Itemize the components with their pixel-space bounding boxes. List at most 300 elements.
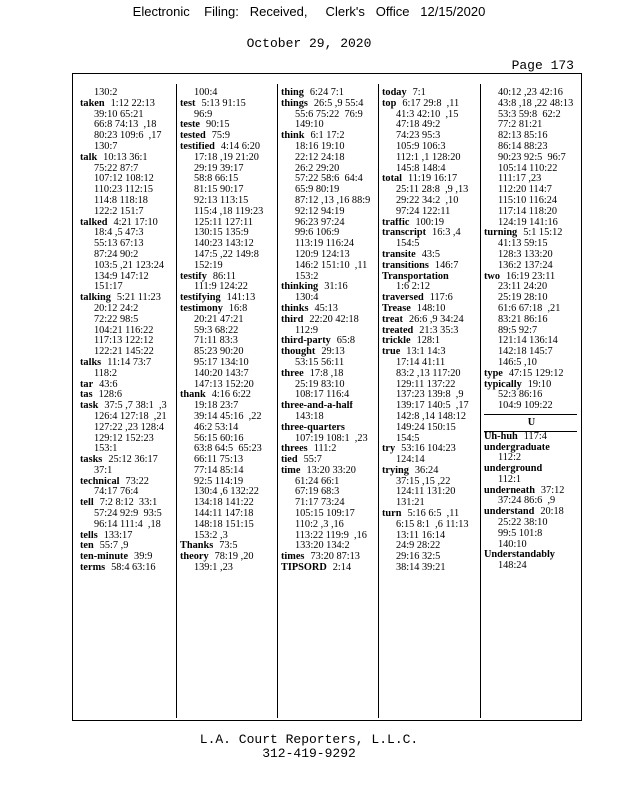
page-line-refs: 110:2 ,3 ,16 [295, 519, 344, 530]
page-line-refs: 87:12 ,13 ,16 88:9 [295, 195, 371, 206]
page-line-refs: 117:6 [429, 293, 453, 304]
index-term: tested [180, 131, 206, 142]
page-line-refs: 41:3 42:10 ,15 [396, 109, 459, 120]
page-line-refs: 37:12 [540, 485, 565, 496]
page-line-refs: 104:9 109:22 [498, 401, 553, 412]
page-line-refs: 142:18 145:7 [498, 347, 553, 358]
index-continuation [180, 487, 274, 498]
index-entry [180, 99, 274, 110]
index-column-1 [80, 88, 174, 718]
index-continuation [382, 520, 478, 531]
index-continuation [281, 185, 376, 196]
index-term: underneath [484, 485, 535, 496]
index-column-2 [180, 88, 274, 718]
page-line-refs: 29:19 39:17 [194, 163, 244, 174]
page-line-refs: 104:21 116:22 [94, 325, 154, 336]
index-entry [80, 563, 174, 574]
page-line-refs: 149:24 150:15 [396, 422, 456, 433]
index-term: talking [80, 293, 111, 304]
page-line-refs: 82:13 85:16 [498, 131, 548, 142]
page-line-refs: 128:3 133:20 [498, 249, 553, 260]
page-line-refs: 6:1 17:2 [310, 131, 345, 142]
index-term: test [180, 98, 196, 109]
page-line-refs: 4:14 6:20 [220, 141, 261, 152]
index-term: trying [382, 465, 409, 476]
index-continuation [382, 142, 478, 153]
page-line-refs: 115:10 116:24 [498, 195, 558, 206]
index-continuation [180, 174, 274, 185]
index-continuation [382, 282, 478, 293]
page-line-refs: 142:8 ,14 148:12 [396, 411, 467, 422]
index-entry [180, 120, 274, 131]
index-continuation [484, 250, 579, 261]
index-continuation [180, 261, 274, 272]
index-term: two [484, 271, 501, 282]
index-term: TIPSORD [281, 563, 327, 574]
page-line-refs: 128:6 [98, 390, 123, 401]
page-line-refs: 52:3 86:16 [498, 390, 543, 401]
index-continuation [80, 250, 174, 261]
index-term: traversed [382, 293, 424, 304]
index-entry [281, 99, 376, 110]
index-continuation [484, 218, 579, 229]
index-continuation [80, 326, 174, 337]
index-continuation [180, 477, 274, 488]
index-continuation [484, 99, 579, 110]
index-entry [80, 218, 174, 229]
index-entry [80, 477, 174, 488]
index-continuation [281, 541, 376, 552]
index-entry [382, 509, 478, 520]
index-term: true [382, 347, 401, 358]
index-term: testimony [180, 303, 223, 314]
page-line-refs: 6:17 29:8 ,11 [402, 98, 460, 109]
index-term: think [281, 131, 305, 142]
page-line-refs: 118:2 [94, 368, 118, 379]
index-term: treat [382, 314, 403, 325]
page-line-refs: 95:17 134:10 [194, 357, 249, 368]
page-line-refs: 38:14 39:21 [396, 563, 446, 574]
index-continuation [281, 174, 376, 185]
index-continuation [281, 110, 376, 121]
page-line-refs: 89:5 92:7 [498, 325, 538, 336]
index-continuation [80, 487, 174, 498]
page-line-refs: 77:2 81:21 [498, 120, 543, 131]
page-line-refs: 25:22 38:10 [498, 518, 548, 529]
index-entry [281, 304, 376, 315]
page-line-refs: 140:23 143:12 [194, 239, 254, 250]
index-continuation [281, 487, 376, 498]
page-line-refs: 140:10 [498, 539, 527, 550]
index-continuation [180, 185, 274, 196]
page-line-refs: 72:22 98:5 [94, 314, 139, 325]
index-continuation [80, 207, 174, 218]
index-continuation [382, 131, 478, 142]
index-continuation [80, 369, 174, 380]
page-line-refs: 110:23 112:15 [94, 185, 154, 196]
page-line-refs: 113:19 116:24 [295, 239, 355, 250]
index-continuation [484, 164, 579, 175]
index-continuation [281, 207, 376, 218]
index-continuation [382, 401, 478, 412]
index-term: task [80, 401, 99, 412]
page-line-refs: 29:16 32:5 [396, 552, 441, 563]
index-entry [180, 272, 274, 283]
page-line-refs: 46:2 53:14 [194, 422, 239, 433]
index-entry [484, 550, 579, 561]
page-line-refs: 74:23 95:3 [396, 131, 441, 142]
index-term: typically [484, 379, 522, 390]
page-line-refs: 83:2 ,13 117:20 [396, 368, 461, 379]
index-entry [382, 99, 478, 110]
index-continuation [484, 561, 579, 572]
index-continuation [180, 455, 274, 466]
index-term: talk [80, 152, 98, 163]
index-continuation [484, 239, 579, 250]
page-line-refs: 6:15 8:1 ,6 11:13 [396, 519, 469, 530]
index-continuation [281, 531, 376, 542]
index-entry [382, 272, 478, 283]
index-continuation [281, 326, 376, 337]
index-continuation [281, 412, 376, 423]
index-continuation [281, 250, 376, 261]
page-line-refs: 67:19 68:3 [295, 487, 340, 498]
page-line-refs: 112:9 [295, 325, 319, 336]
index-entry [382, 228, 478, 239]
index-term: tasks [80, 455, 103, 466]
filing-stamp-line: Electronic Filing: Received, Clerk's Office 12/15/2020 [132, 4, 486, 19]
index-entry [484, 464, 579, 475]
index-continuation [382, 153, 478, 164]
index-continuation [180, 164, 274, 175]
page-line-refs: 39:10 65:21 [94, 109, 144, 120]
index-continuation [484, 453, 579, 464]
page-line-refs: 153:2 [295, 271, 319, 282]
index-continuation [382, 110, 478, 121]
index-continuation [180, 347, 274, 358]
index-continuation [80, 196, 174, 207]
page-line-refs: 128:1 [416, 336, 441, 347]
page-line-refs: 151:17 [94, 282, 123, 293]
page-line-refs: 55:7 [303, 455, 322, 466]
index-continuation [180, 369, 274, 380]
index-term: tied [281, 455, 298, 466]
index-entry [80, 99, 174, 110]
index-continuation [281, 477, 376, 488]
index-entry [382, 261, 478, 272]
index-continuation [80, 509, 174, 520]
index-term: third-party [281, 336, 331, 347]
index-continuation [382, 531, 478, 542]
index-continuation [80, 423, 174, 434]
index-continuation [484, 496, 579, 507]
index-term: talked [80, 217, 108, 228]
page-line-refs: 26:6 ,9 34:24 [408, 314, 464, 325]
index-continuation [180, 520, 274, 531]
page-line-refs: 108:17 116:4 [295, 390, 350, 401]
index-entry [484, 369, 579, 380]
page-line-refs: 105:15 109:17 [295, 509, 355, 520]
page-line-refs: 92:13 113:15 [194, 195, 249, 206]
page-line-refs: 43:8 ,18 ,22 48:13 [498, 98, 574, 109]
index-entry [80, 552, 174, 563]
page-line-refs: 6:24 7:1 [309, 88, 344, 98]
index-continuation [281, 239, 376, 250]
index-entry [80, 531, 174, 542]
page-line-refs: 5:13 91:15 [201, 98, 246, 109]
page-line-refs: 117:14 118:20 [498, 206, 558, 217]
index-continuation [80, 282, 174, 293]
index-term: tas [80, 390, 93, 401]
page-line-refs: 55:13 67:13 [94, 239, 144, 250]
page-line-refs: 22:12 24:18 [295, 152, 345, 163]
index-continuation [80, 185, 174, 196]
index-continuation [484, 358, 579, 369]
page-line-refs: 61:6 67:18 ,21 [498, 303, 561, 314]
index-term: testified [180, 141, 215, 152]
index-column-3 [281, 88, 376, 718]
index-entry [382, 218, 478, 229]
page-line-refs: 13:20 33:20 [306, 465, 356, 476]
index-continuation [484, 110, 579, 121]
index-continuation [80, 131, 174, 142]
page-line-refs: 41:13 59:15 [498, 239, 548, 250]
index-continuation [180, 239, 274, 250]
page-line-refs: 17:8 ,18 [309, 368, 344, 379]
index-continuation [382, 552, 478, 563]
page-line-refs: 126:4 127:18 ,21 [94, 411, 167, 422]
index-term: tell [80, 498, 94, 509]
index-term: top [382, 98, 397, 109]
index-term: Uh-huh [484, 431, 518, 442]
index-continuation [281, 120, 376, 131]
index-continuation [484, 401, 579, 412]
index-term: tar [80, 379, 94, 390]
page-line-refs: 66:11 75:13 [194, 455, 244, 466]
index-continuation [484, 347, 579, 358]
index-continuation [484, 304, 579, 315]
page-line-refs: 20:18 [540, 507, 564, 518]
index-continuation [382, 477, 478, 488]
page-line-refs: 149:10 [295, 120, 324, 131]
index-term: ten [80, 541, 94, 552]
index-entry [281, 347, 376, 358]
page-line-refs: 53:15 56:11 [295, 357, 345, 368]
page-line-refs: 40:12 ,23 42:16 [498, 88, 563, 98]
page-line-refs: 120:9 124:13 [295, 249, 350, 260]
index-continuation [281, 434, 376, 445]
index-continuation [484, 529, 579, 540]
index-term: trickle [382, 336, 411, 347]
index-continuation [484, 88, 579, 99]
column-divider [378, 84, 379, 718]
index-continuation [80, 261, 174, 272]
index-term: underground [484, 464, 543, 475]
index-continuation [484, 142, 579, 153]
page-line-refs: 36:24 [414, 465, 439, 476]
index-term: transitions [382, 260, 429, 271]
page-line-refs: 31:16 [324, 282, 348, 293]
page-line-refs: 17:14 41:11 [396, 357, 446, 368]
page-line-refs: 53:3 59:8 62:2 [498, 109, 561, 120]
section-rule [484, 414, 577, 415]
index-term: times [281, 552, 305, 563]
page-line-refs: 21:3 35:3 [419, 325, 459, 336]
page-line-refs: 25:19 83:10 [295, 379, 345, 390]
index-entry [484, 272, 579, 283]
index-entry [281, 466, 376, 477]
index-continuation [80, 336, 174, 347]
index-continuation [281, 498, 376, 509]
page-line-refs: 137:23 139:8 ,9 [396, 390, 464, 401]
page-line-refs: 11:14 73:7 [107, 357, 152, 368]
page-line-refs: 87:24 90:2 [94, 249, 139, 260]
index-continuation [382, 380, 478, 391]
page-line-refs: 29:22 34:2 ,10 [396, 195, 459, 206]
index-continuation [180, 498, 274, 509]
page-line-refs: 154:5 [396, 433, 420, 444]
page-line-refs: 61:24 66:1 [295, 476, 340, 487]
page-line-refs: 141:13 [226, 293, 256, 304]
page-line-refs: 105:14 110:22 [498, 163, 558, 174]
index-continuation [180, 466, 274, 477]
index-term: thinking [281, 282, 319, 293]
index-continuation [80, 520, 174, 531]
page-line-refs: 5:16 6:5 ,11 [407, 509, 460, 520]
index-term: talks [80, 357, 102, 368]
index-entry [80, 498, 174, 509]
page-line-refs: 77:14 85:14 [194, 465, 244, 476]
index-term: type [484, 368, 503, 379]
index-continuation [281, 358, 376, 369]
page-line-refs: 99:6 106:9 [295, 228, 340, 239]
index-entry [382, 326, 478, 337]
index-entry [382, 304, 478, 315]
page-line-refs: 23:11 24:20 [498, 282, 548, 293]
page-line-refs: 83:21 86:16 [498, 314, 548, 325]
page-line-refs: 124:14 [396, 455, 425, 466]
index-entry [80, 455, 174, 466]
page-line-refs: 74:17 76:4 [94, 487, 139, 498]
page-line-refs: 100:19 [415, 217, 445, 228]
index-entry [382, 293, 478, 304]
page-line-refs: 124:11 131:20 [396, 487, 456, 498]
page-line-refs: 63:8 64:5 65:23 [194, 444, 262, 455]
index-continuation [281, 380, 376, 391]
index-continuation [180, 358, 274, 369]
index-entry [80, 358, 174, 369]
index-continuation [382, 164, 478, 175]
page-line-refs: 2:14 [332, 563, 352, 574]
index-continuation [180, 380, 274, 391]
page-line-refs: 25:12 36:17 [108, 455, 158, 466]
page-line-refs: 136:2 137:24 [498, 260, 553, 271]
page-line-refs: 58:4 63:16 [111, 563, 156, 574]
index-continuation [281, 196, 376, 207]
page-line-refs: 16:19 23:11 [506, 271, 556, 282]
page-line-refs: 117:13 122:12 [94, 336, 154, 347]
page-line-refs: 130:7 [94, 141, 118, 152]
page-line-refs: 112:2 [498, 453, 522, 464]
page-line-refs: 125:11 127:11 [194, 217, 254, 228]
page-line-refs: 20:21 47:21 [194, 314, 244, 325]
index-continuation [484, 153, 579, 164]
index-entry [382, 250, 478, 261]
index-continuation [281, 293, 376, 304]
page-line-refs: 144:11 147:18 [194, 509, 254, 520]
index-entry [382, 347, 478, 358]
index-continuation [382, 369, 478, 380]
page-line-refs: 97:24 122:11 [396, 206, 451, 217]
page-line-refs: 39:14 45:16 ,22 [194, 411, 262, 422]
index-continuation [382, 423, 478, 434]
page-line-refs: 25:19 28:10 [498, 293, 548, 304]
page-line-refs: 85:23 90:20 [194, 347, 244, 358]
index-continuation [484, 518, 579, 529]
index-entry [382, 315, 478, 326]
index-entry [80, 293, 174, 304]
page-line-refs: 16:8 [228, 303, 248, 314]
index-term: Understandably [484, 550, 555, 561]
index-term: try [382, 444, 396, 455]
index-entry [484, 486, 579, 497]
index-continuation [180, 110, 274, 121]
index-entry [80, 541, 174, 552]
page-line-refs: 19:18 23:7 [194, 401, 239, 412]
page-line-refs: 86:14 88:23 [498, 141, 548, 152]
page-line-refs: 43:5 [421, 249, 441, 260]
page-line-refs: 78:19 ,20 [214, 552, 254, 563]
page-line-refs: 39:9 [134, 552, 153, 563]
index-continuation [180, 563, 274, 574]
index-continuation [80, 466, 174, 477]
index-term: taken [80, 98, 105, 109]
index-continuation [382, 120, 478, 131]
page-line-refs: 65:8 [336, 336, 356, 347]
page-line-refs: 37:5 ,7 38:1 ,3 [104, 401, 167, 412]
page-line-refs: 139:17 140:5 ,17 [396, 401, 469, 412]
index-continuation [484, 390, 579, 401]
index-term: turn [382, 509, 402, 520]
page-line-refs: 45:13 [314, 303, 338, 314]
index-entry [180, 304, 274, 315]
page-line-refs: 139:1 ,23 [194, 563, 233, 574]
page-line-refs: 122:21 145:22 [94, 347, 154, 358]
page-line-refs: 131:21 [396, 498, 425, 509]
page-line-refs: 152:19 [194, 260, 223, 271]
page-line-refs: 43:6 [99, 379, 118, 390]
index-column-4 [382, 88, 478, 718]
page-line-refs: 56:15 60:16 [194, 433, 244, 444]
page-line-refs: 147:5 ,22 149:8 [194, 249, 259, 260]
index-continuation [180, 326, 274, 337]
index-term: third [281, 314, 304, 325]
reporter-company: L.A. Court Reporters, L.L.C. [199, 732, 419, 747]
index-term: things [281, 98, 308, 109]
page-line-refs: 130:2 [94, 88, 118, 98]
page-line-refs: 81:15 90:17 [194, 185, 244, 196]
page-line-refs: 55:6 75:22 76:9 [295, 109, 363, 120]
index-entry [382, 174, 478, 185]
page-line-refs: 122:2 151:7 [94, 206, 144, 217]
index-continuation [382, 498, 478, 509]
page-line-refs: 24:9 28:22 [396, 541, 441, 552]
page-line-refs: 53:16 104:23 [401, 444, 456, 455]
index-term: three [281, 368, 304, 379]
page-line-refs: 96:23 97:24 [295, 217, 345, 228]
index-continuation [382, 390, 478, 401]
index-continuation [180, 153, 274, 164]
